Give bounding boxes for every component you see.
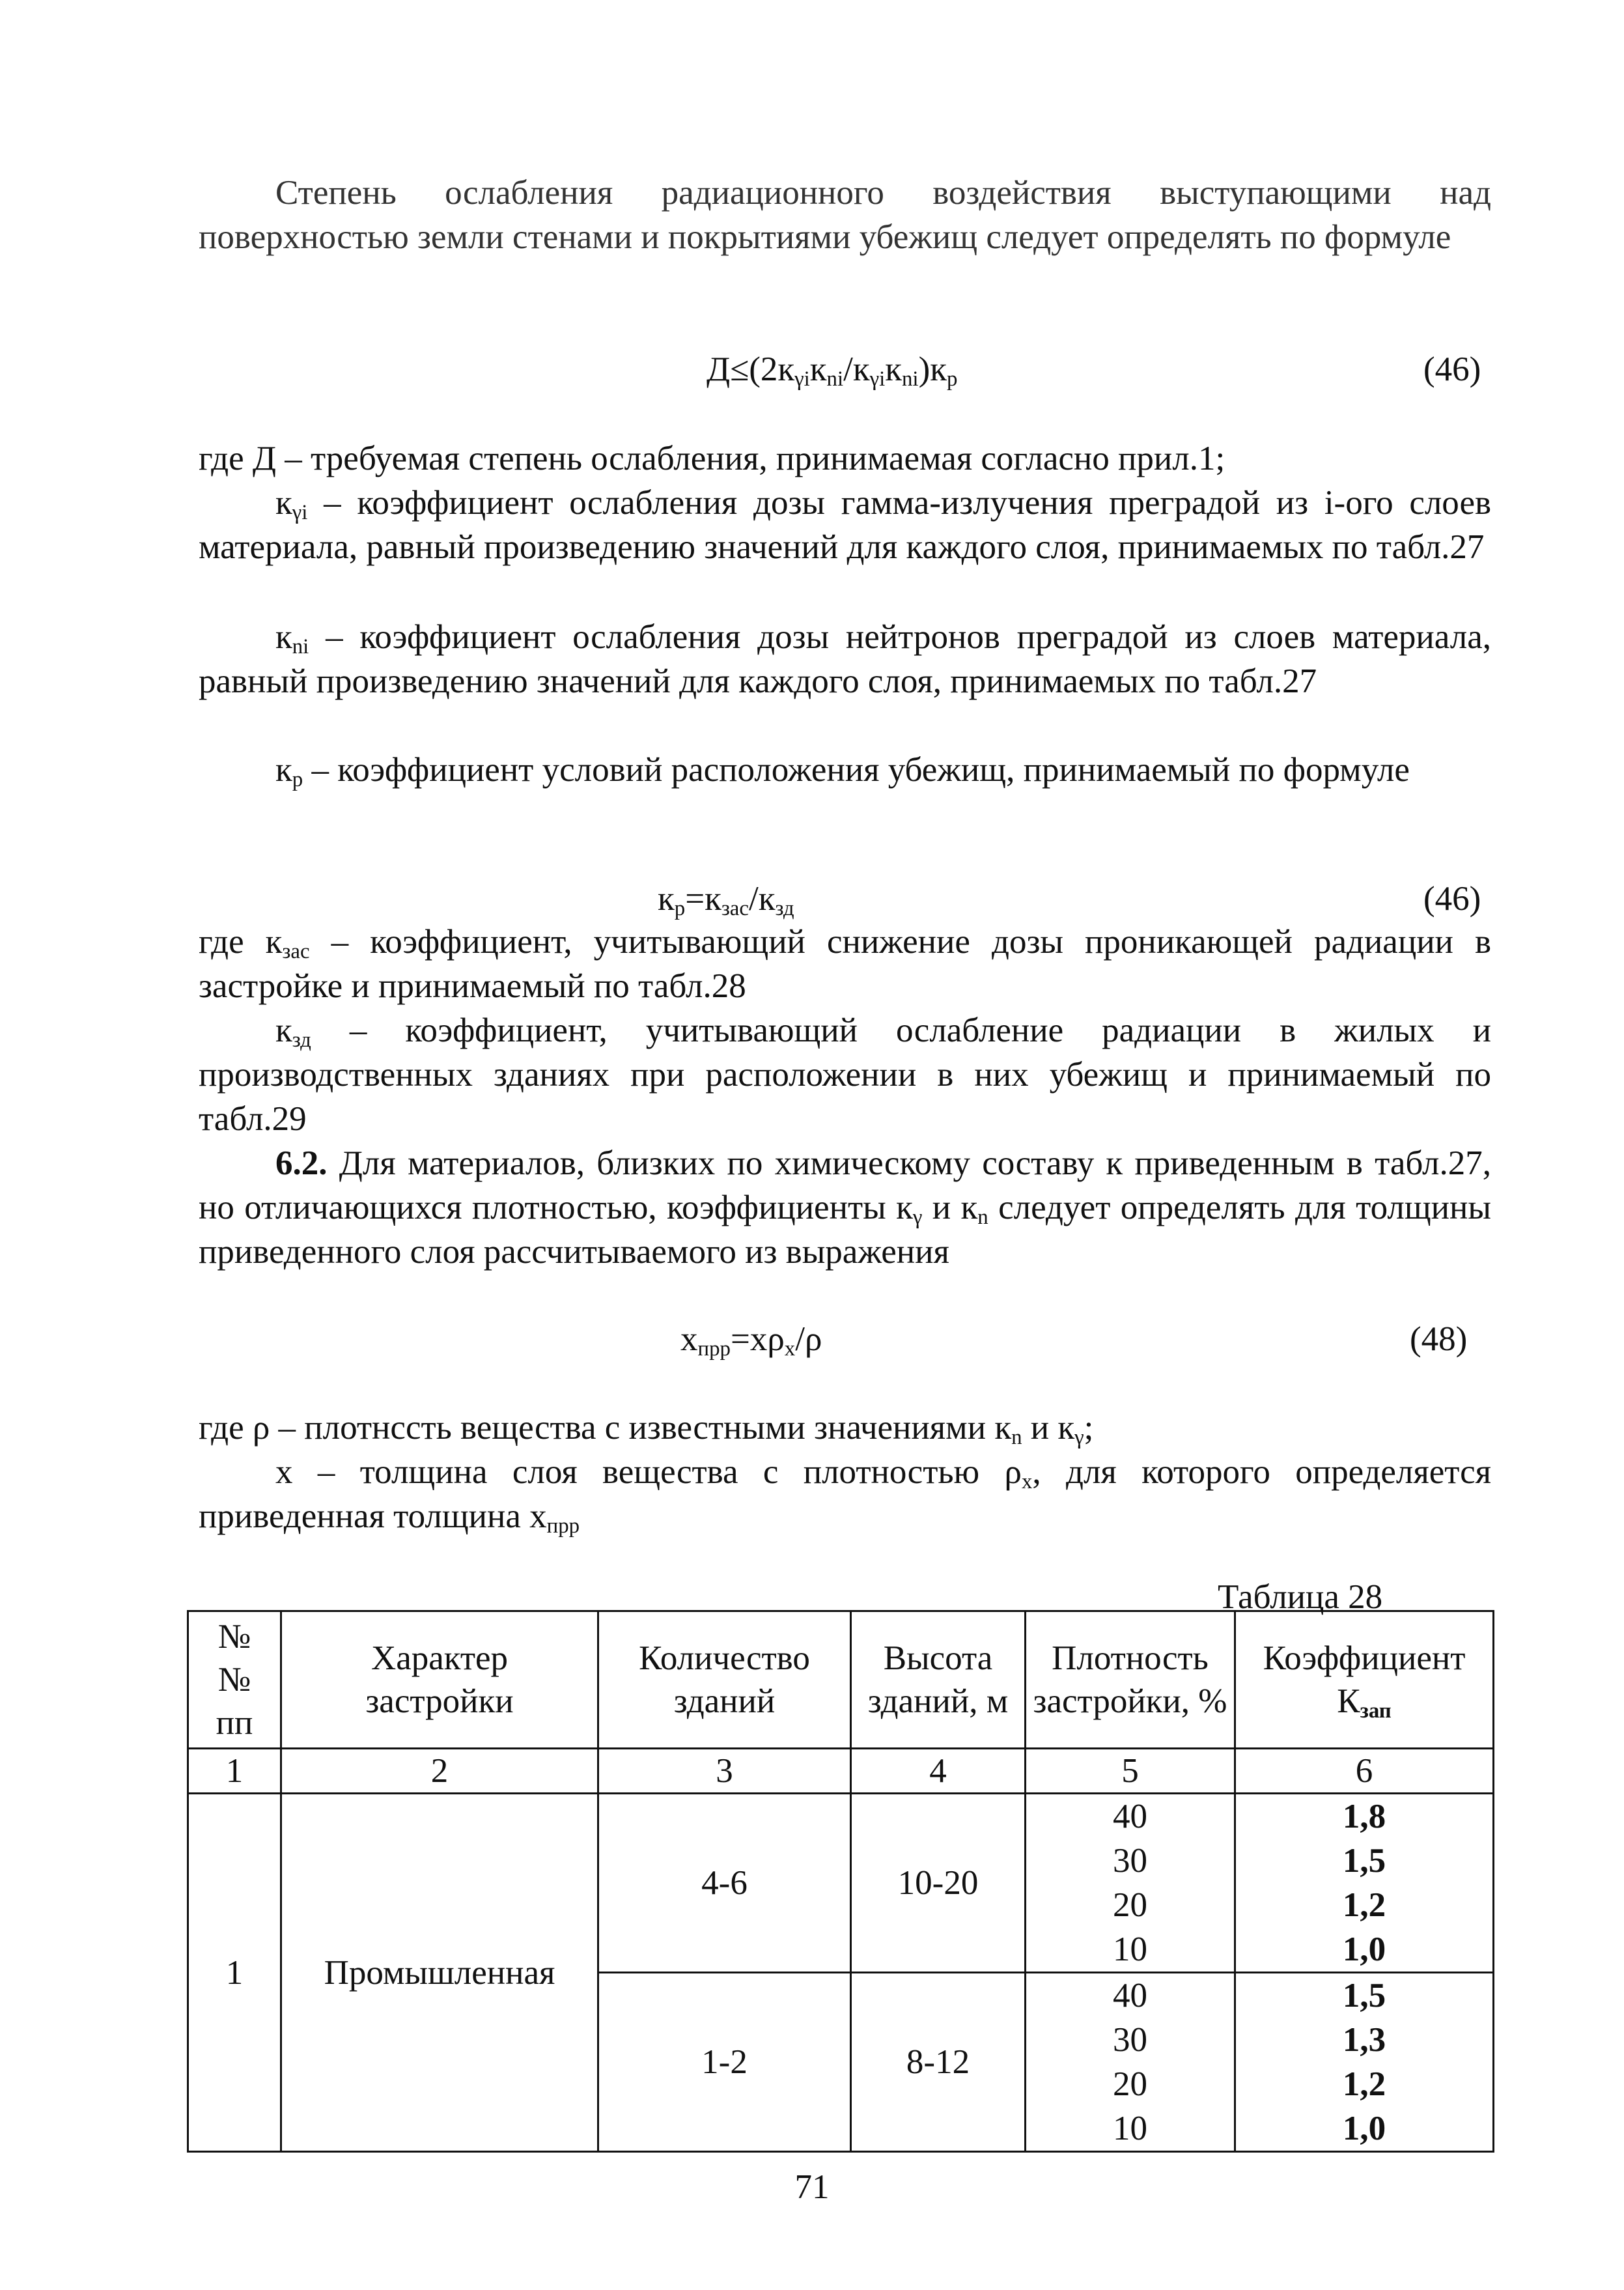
group-1-coefficients: 1,8 1,5 1,2 1,0 (1235, 1794, 1494, 1973)
page-number: 71 (794, 2168, 830, 2206)
paragraph-k-zd: $к_{зд}$ – коэффициент, учитывающий ослабление радиации в жилых и производственных зданиях при расположении в них убежищ и принимаемый по табл.29 (199, 1011, 1491, 1138)
group-2-densities: 40 30 20 10 (1026, 1973, 1235, 2152)
group-1-densities: 40 30 20 10 (1026, 1794, 1235, 1973)
table-header-row (188, 1611, 1494, 1749)
header-building-type: Характер застройки (281, 1611, 598, 1749)
paragraph-section-6-2: 6.2. Для материалов, близких по химическому составу к приведенным в табл.27, но отличающихся плотностью, коэффициенты $к_\gamma$ и $к_n$ следует определять для толщины приведенного слоя рассчитываемого из выражения (199, 1144, 1491, 1271)
header-coefficient: Коэффициент $К_{зап}$ (1235, 1611, 1494, 1749)
group-2-count: 1-2 (598, 1973, 851, 2152)
group-1-count: 4-6 (598, 1794, 851, 1973)
formula-reduced-thickness: $x_{прр}=x\rho_x/\rho$ (680, 1320, 822, 1361)
table-column-numbers: 1 2 3 4 5 6 (188, 1749, 1494, 1794)
paragraph-x-thickness: x – толщина слоя вещества с плотностью $\rho_x$, для которого определяется приведенная толщина $x_{прр}$ (199, 1453, 1491, 1538)
row-number: 1 (188, 1794, 281, 2152)
formula-number-1: (46) (1423, 350, 1481, 388)
paragraph-where-d: где Д – требуемая степень ослабления, принимаемая согласно прил.1; (199, 440, 1225, 477)
formula-number-2: (46) (1423, 880, 1481, 918)
header-building-count: Количество зданий (598, 1611, 851, 1749)
formula-kp: $к_р=к_{зас}/к_{зд}$ (658, 880, 794, 921)
header-number: №№ пп (188, 1611, 281, 1749)
table-caption: Таблица 28 (1218, 1578, 1383, 1616)
group-1-height: 10-20 (851, 1794, 1026, 1973)
paragraph-k-zas: где $к_{зас}$ – коэффициент, учитывающий снижение дозы проникающей радиации в застройке и принимаемый по табл.28 (199, 923, 1491, 1005)
group-2-height: 8-12 (851, 1973, 1026, 2152)
group-2-coefficients: 1,5 1,3 1,2 1,0 (1235, 1973, 1494, 2152)
formula-attenuation: $Д\le(2к_{\gamma i}к_{ni}/к_{\gamma i}к_{ni})к_р$ (707, 350, 958, 391)
paragraph-k-position: $к_р$ – коэффициент условий расположения убежищ, принимаемый по формуле (275, 751, 1410, 792)
header-building-height: Высота зданий, м (851, 1611, 1026, 1749)
table-row (188, 1794, 1494, 1973)
paragraph-where-rho: где ρ – плотнсcть вещества с известными значениями $к_n$ и $к_\gamma$; (199, 1409, 1094, 1450)
paragraph-k-gamma: $к_{\gamma i}$ – коэффициент ослабления дозы гамма-излучения преградой из i-ого слоев материала, равный произведению значений для каждого слоя, принимаемых по табл.27 (199, 484, 1491, 566)
formula-number-3: (48) (1410, 1320, 1468, 1358)
table-28 (187, 1610, 1494, 2153)
paragraph-k-neutron: $к_{ni}$ – коэффициент ослабления дозы нейтронов преградой из слоев материала, равный произведению значений для каждого слоя, принимаемых по табл.27 (199, 618, 1491, 700)
paragraph-intro: Степень ослабления радиационного воздействия выступающими над поверхностью земли стенами и покрытиями убежищ следует определять по формуле (199, 174, 1491, 256)
header-density: Плотность застройки, % (1026, 1611, 1235, 1749)
row-building-type: Промышленная (281, 1794, 598, 2152)
